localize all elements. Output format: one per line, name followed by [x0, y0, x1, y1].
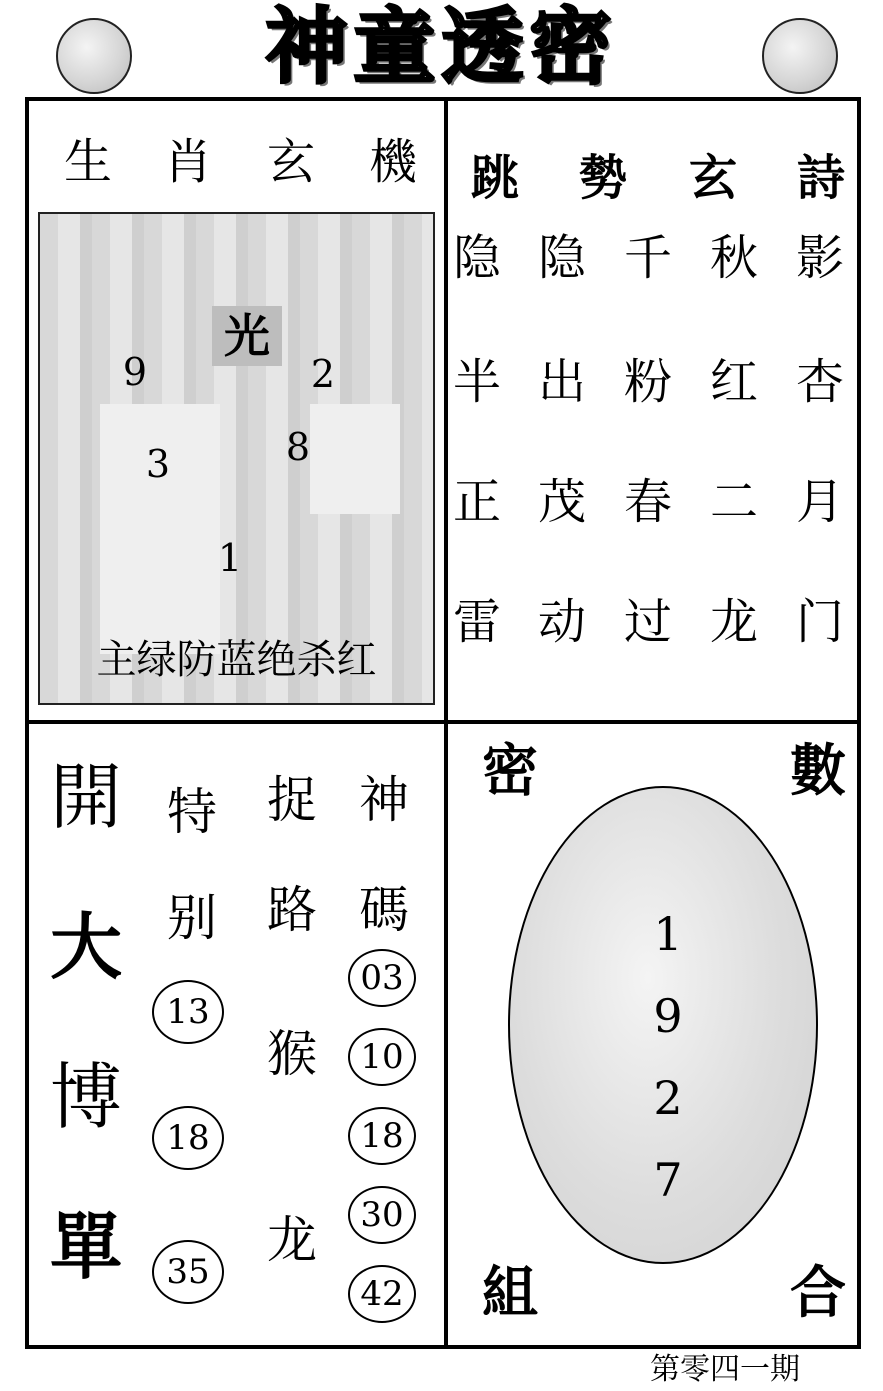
zhuolu-char: 路: [267, 881, 317, 939]
issue-number: 第零四一期: [650, 1352, 800, 1387]
poem-char: 门: [795, 594, 844, 650]
shenma-number: 42: [348, 1265, 416, 1323]
zodiac-number: 3: [145, 442, 171, 486]
poem-char: 红: [709, 354, 758, 410]
poem-char: 隐: [452, 230, 501, 286]
secret-digit: 7: [653, 1153, 683, 1207]
tebie-char: 别: [167, 889, 217, 947]
poem-char: 影: [795, 230, 844, 286]
zodiac-number: 1: [217, 536, 243, 580]
side-char-da: 大: [49, 904, 122, 989]
poem-char: 月: [795, 474, 844, 530]
zodiac-number: 8: [285, 425, 311, 469]
secret-digit: 2: [653, 1071, 683, 1125]
zodiac-center-char: 光: [212, 306, 282, 366]
shenma-char: 碼: [359, 881, 409, 939]
poem-char: 过: [623, 594, 672, 650]
poem-char: 春: [623, 474, 672, 530]
corner-char-zu: 組: [482, 1260, 538, 1326]
page-title: 神童透密: [265, 0, 618, 95]
poem-header-4: 詩: [796, 150, 845, 206]
poem-char: 隐: [537, 230, 586, 286]
side-char-kai: 開: [49, 755, 122, 839]
tebie-number: 18: [152, 1106, 224, 1170]
poem-char: 茂: [537, 474, 586, 530]
zhuolu-char: 捉: [267, 771, 317, 829]
shenma-number: 18: [348, 1107, 416, 1165]
zodiac-caption: 主绿防蓝绝杀红: [96, 637, 377, 683]
poem-char: 龙: [709, 594, 758, 650]
shenma-number: 03: [348, 949, 416, 1007]
corner-char-he: 合: [790, 1260, 846, 1326]
poem-char: 出: [537, 354, 586, 410]
tebie-char: 特: [167, 783, 217, 841]
poem-header-1: 跳: [470, 150, 519, 206]
zhuolu-animal: 龙: [267, 1211, 317, 1269]
poem-char: 雷: [452, 594, 501, 650]
zhuolu-animal: 猴: [267, 1025, 317, 1083]
zodiac-number: 2: [310, 352, 336, 396]
zodiac-header-2: 肖: [163, 134, 212, 190]
poem-char: 杏: [795, 354, 844, 410]
zodiac-header-4: 機: [368, 134, 417, 190]
poem-char: 粉: [623, 354, 672, 410]
zodiac-number: 9: [122, 350, 148, 394]
side-char-bo: 博: [49, 1055, 122, 1139]
corner-char-shu: 數: [790, 738, 846, 804]
shenma-number: 30: [348, 1186, 416, 1244]
poem-char: 秋: [709, 230, 758, 286]
corner-char-mi: 密: [482, 738, 538, 804]
poem-char: 千: [623, 230, 672, 286]
side-char-dan: 單: [49, 1204, 122, 1289]
shenma-char: 神: [359, 771, 409, 829]
zodiac-header-3: 玄: [266, 134, 315, 190]
box-patch: [310, 404, 400, 514]
poem-header-3: 玄: [688, 150, 737, 206]
poem-header-2: 勢: [578, 150, 627, 206]
secret-digit: 1: [653, 907, 683, 961]
zodiac-header-1: 生: [63, 134, 112, 190]
poem-char: 二: [709, 474, 758, 530]
secret-digit: 9: [653, 989, 683, 1043]
poem-char: 半: [452, 354, 501, 410]
tebie-number: 13: [152, 980, 224, 1044]
poem-char: 动: [537, 594, 586, 650]
horizontal-divider: [25, 720, 861, 724]
shenma-number: 10: [348, 1028, 416, 1086]
tebie-number: 35: [152, 1240, 224, 1304]
poem-char: 正: [452, 474, 501, 530]
